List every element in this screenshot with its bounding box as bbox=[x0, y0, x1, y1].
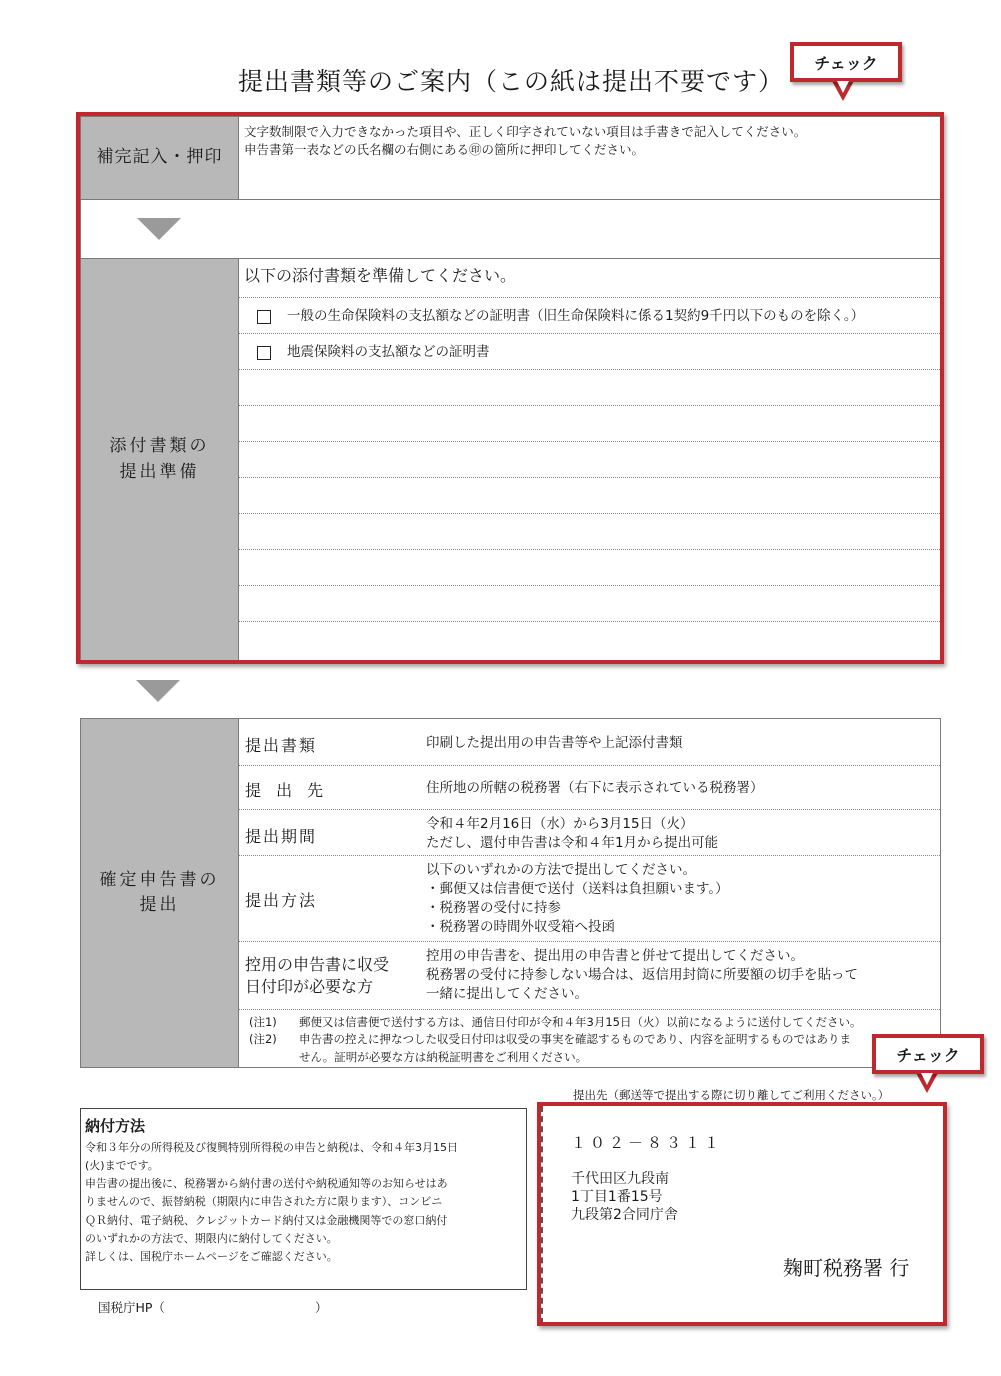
completion-label-cell bbox=[81, 117, 238, 199]
address-line: 1丁目1番15号 bbox=[571, 1189, 663, 1206]
note-text: 郵便又は信書便で送付する方は、通信日付印が令和４年3月15日（火）以前になるように送付してください。 bbox=[299, 1015, 862, 1029]
row-value: 住所地の所轄の税務署（右下に表示されている税務署） bbox=[426, 780, 764, 796]
empty-row bbox=[239, 621, 940, 660]
submission-label-cell bbox=[81, 719, 238, 1067]
payment-line: りませんので、振替納税（期限内に申告された方に限ります）、コンビニ bbox=[85, 1195, 443, 1209]
notes bbox=[239, 1009, 940, 1067]
table-row bbox=[239, 765, 940, 809]
payment-line: 令和３年分の所得税及び復興特別所得税の申告と納税は、令和４年3月15日 bbox=[85, 1141, 458, 1154]
payment-line: 詳しくは、国税庁ホームページをご確認ください。 bbox=[85, 1249, 338, 1263]
attachment-item-2: 地震保険料の支払額などの証明書 bbox=[287, 344, 490, 360]
payment-line: 申告書の提出後に、税務署から納付書の送付や納税通知等のお知らせはあ bbox=[85, 1177, 448, 1191]
note-text: 申告書の控えに押なつした収受日付印は収受の事実を確認するものであり、内容を証明するものではありま bbox=[299, 1032, 851, 1047]
attachments-label-cell bbox=[81, 259, 238, 660]
table-row bbox=[239, 719, 940, 765]
address-lines bbox=[571, 1170, 678, 1225]
row-label: 提出期間 bbox=[245, 827, 318, 846]
completion-text bbox=[244, 123, 934, 159]
page-title: 提出書類等のご案内（この紙は提出不要です） bbox=[238, 67, 785, 96]
callout-bottom-tail-inner bbox=[921, 1073, 933, 1085]
address-line: 九段第2合同庁舎 bbox=[571, 1207, 678, 1224]
attachments-heading: 以下の添付書類を準備してください。 bbox=[244, 266, 517, 285]
attachments-label-line-1: 添付書類の bbox=[109, 436, 210, 456]
row-value-line: ・税務署の受付に持参 bbox=[426, 899, 561, 916]
payment-box bbox=[80, 1108, 527, 1290]
list-item bbox=[239, 333, 940, 369]
payment-line: ＱＲ納付、電子納税、クレジットカード納付又は金融機関等での窓口納付 bbox=[85, 1213, 448, 1227]
arrow-down-icon bbox=[137, 218, 181, 240]
attachment-item-1: 一般の生命保険料の支払額などの証明書（旧生命保険料に係る1契約9千円以下のものを除く。） bbox=[287, 308, 865, 324]
row-label-line: 日付印が必要な方 bbox=[245, 977, 374, 997]
address-line: 千代田区九段南 bbox=[571, 1171, 669, 1187]
callout-top-tail-inner bbox=[837, 81, 849, 93]
row-value-line: 以下のいずれかの方法で提出してください。 bbox=[426, 862, 696, 878]
row-value-line: 一緒に提出してください。 bbox=[426, 985, 588, 1002]
check-callout-bottom bbox=[872, 1034, 984, 1074]
row-value-line: 税務署の受付に持参しない場合は、返信用封筒に所要額の切手を貼って bbox=[426, 966, 858, 983]
note-mark: (注2) bbox=[249, 1032, 277, 1047]
submission-table bbox=[80, 718, 941, 1068]
empty-row bbox=[239, 585, 940, 621]
submission-label-line-2: 提出 bbox=[139, 895, 180, 915]
row-value-line: 令和４年2月16日（水）から3月15日（火） bbox=[426, 816, 694, 832]
payment-heading: 納付方法 bbox=[85, 1117, 146, 1135]
check-callout-top-label: チェック bbox=[814, 53, 878, 73]
arrow-row bbox=[81, 199, 940, 259]
table-row bbox=[239, 855, 940, 941]
row-label-line: 控用の申告書に収受 bbox=[245, 955, 390, 974]
submission-label-line-1: 確定申告書の bbox=[99, 869, 220, 890]
check-callout-bottom-label: チェック bbox=[896, 1045, 960, 1065]
row-value bbox=[426, 947, 858, 1004]
check-callout-top bbox=[790, 42, 902, 82]
list-item bbox=[239, 297, 940, 333]
empty-row bbox=[239, 513, 940, 549]
row-label: 提 出 先 bbox=[245, 781, 329, 800]
completion-line-1: 文字数制限で入力できなかった項目や、正しく印字されていない項目は手書きで記入してください。 bbox=[244, 124, 807, 139]
row-value bbox=[426, 815, 718, 853]
postal-code: １０２－８３１１ bbox=[571, 1134, 724, 1152]
notes-list bbox=[249, 1014, 861, 1066]
address-box bbox=[541, 1106, 946, 1324]
note-mark: (注1) bbox=[249, 1015, 277, 1029]
row-value-line: ただし、還付申告書は令和４年1月から提出可能 bbox=[426, 834, 719, 851]
row-label bbox=[245, 954, 389, 999]
attachments-table bbox=[80, 116, 941, 661]
note-item bbox=[249, 1031, 861, 1048]
note-text: せん。証明が必要な方は納税証明書をご利用ください。 bbox=[299, 1049, 588, 1064]
empty-row bbox=[239, 369, 940, 405]
arrow-down-icon bbox=[136, 680, 180, 702]
tax-office-name: 麹町税務署 行 bbox=[783, 1256, 910, 1280]
cut-note: 提出先（郵送等で提出する際に切り離してご利用ください。） bbox=[573, 1088, 890, 1102]
row-value-line: ・郵便又は信書便で送付（送料は負担願います。） bbox=[426, 880, 729, 897]
row-value bbox=[426, 861, 729, 937]
checkbox[interactable] bbox=[257, 310, 271, 324]
attachments-label-line-2: 提出準備 bbox=[119, 461, 200, 482]
row-value-line: 控用の申告書を、提出用の申告書と併せて提出してください。 bbox=[426, 948, 804, 964]
hp-label: 国税庁HP（ bbox=[98, 1300, 165, 1315]
completion-line-2: 申告書第一表などの氏名欄の右側にある㊞の箇所に押印してください。 bbox=[244, 142, 645, 158]
checkbox[interactable] bbox=[257, 346, 271, 360]
payment-text bbox=[85, 1139, 525, 1266]
empty-row bbox=[239, 405, 940, 441]
table-row bbox=[239, 809, 940, 855]
payment-line: のいずれかの方法で、期限内に納付してください。 bbox=[85, 1231, 338, 1245]
note-item bbox=[249, 1049, 861, 1066]
empty-row bbox=[239, 477, 940, 513]
row-value-line: ・税務署の時間外収受箱へ投函 bbox=[426, 918, 615, 935]
hp-close: ） bbox=[314, 1300, 328, 1315]
completion-label: 補完記入・押印 bbox=[96, 147, 223, 168]
divider bbox=[238, 117, 239, 199]
empty-row bbox=[239, 441, 940, 477]
empty-row bbox=[239, 549, 940, 585]
note-item bbox=[249, 1014, 861, 1031]
row-value: 印刷した提出用の申告書等や上記添付書類 bbox=[426, 735, 683, 751]
table-row bbox=[239, 941, 940, 1009]
row-label: 提出書類 bbox=[245, 736, 318, 755]
payment-line: (火)までです。 bbox=[85, 1159, 159, 1173]
hp-line bbox=[98, 1298, 327, 1316]
row-label: 提出方法 bbox=[245, 891, 318, 910]
